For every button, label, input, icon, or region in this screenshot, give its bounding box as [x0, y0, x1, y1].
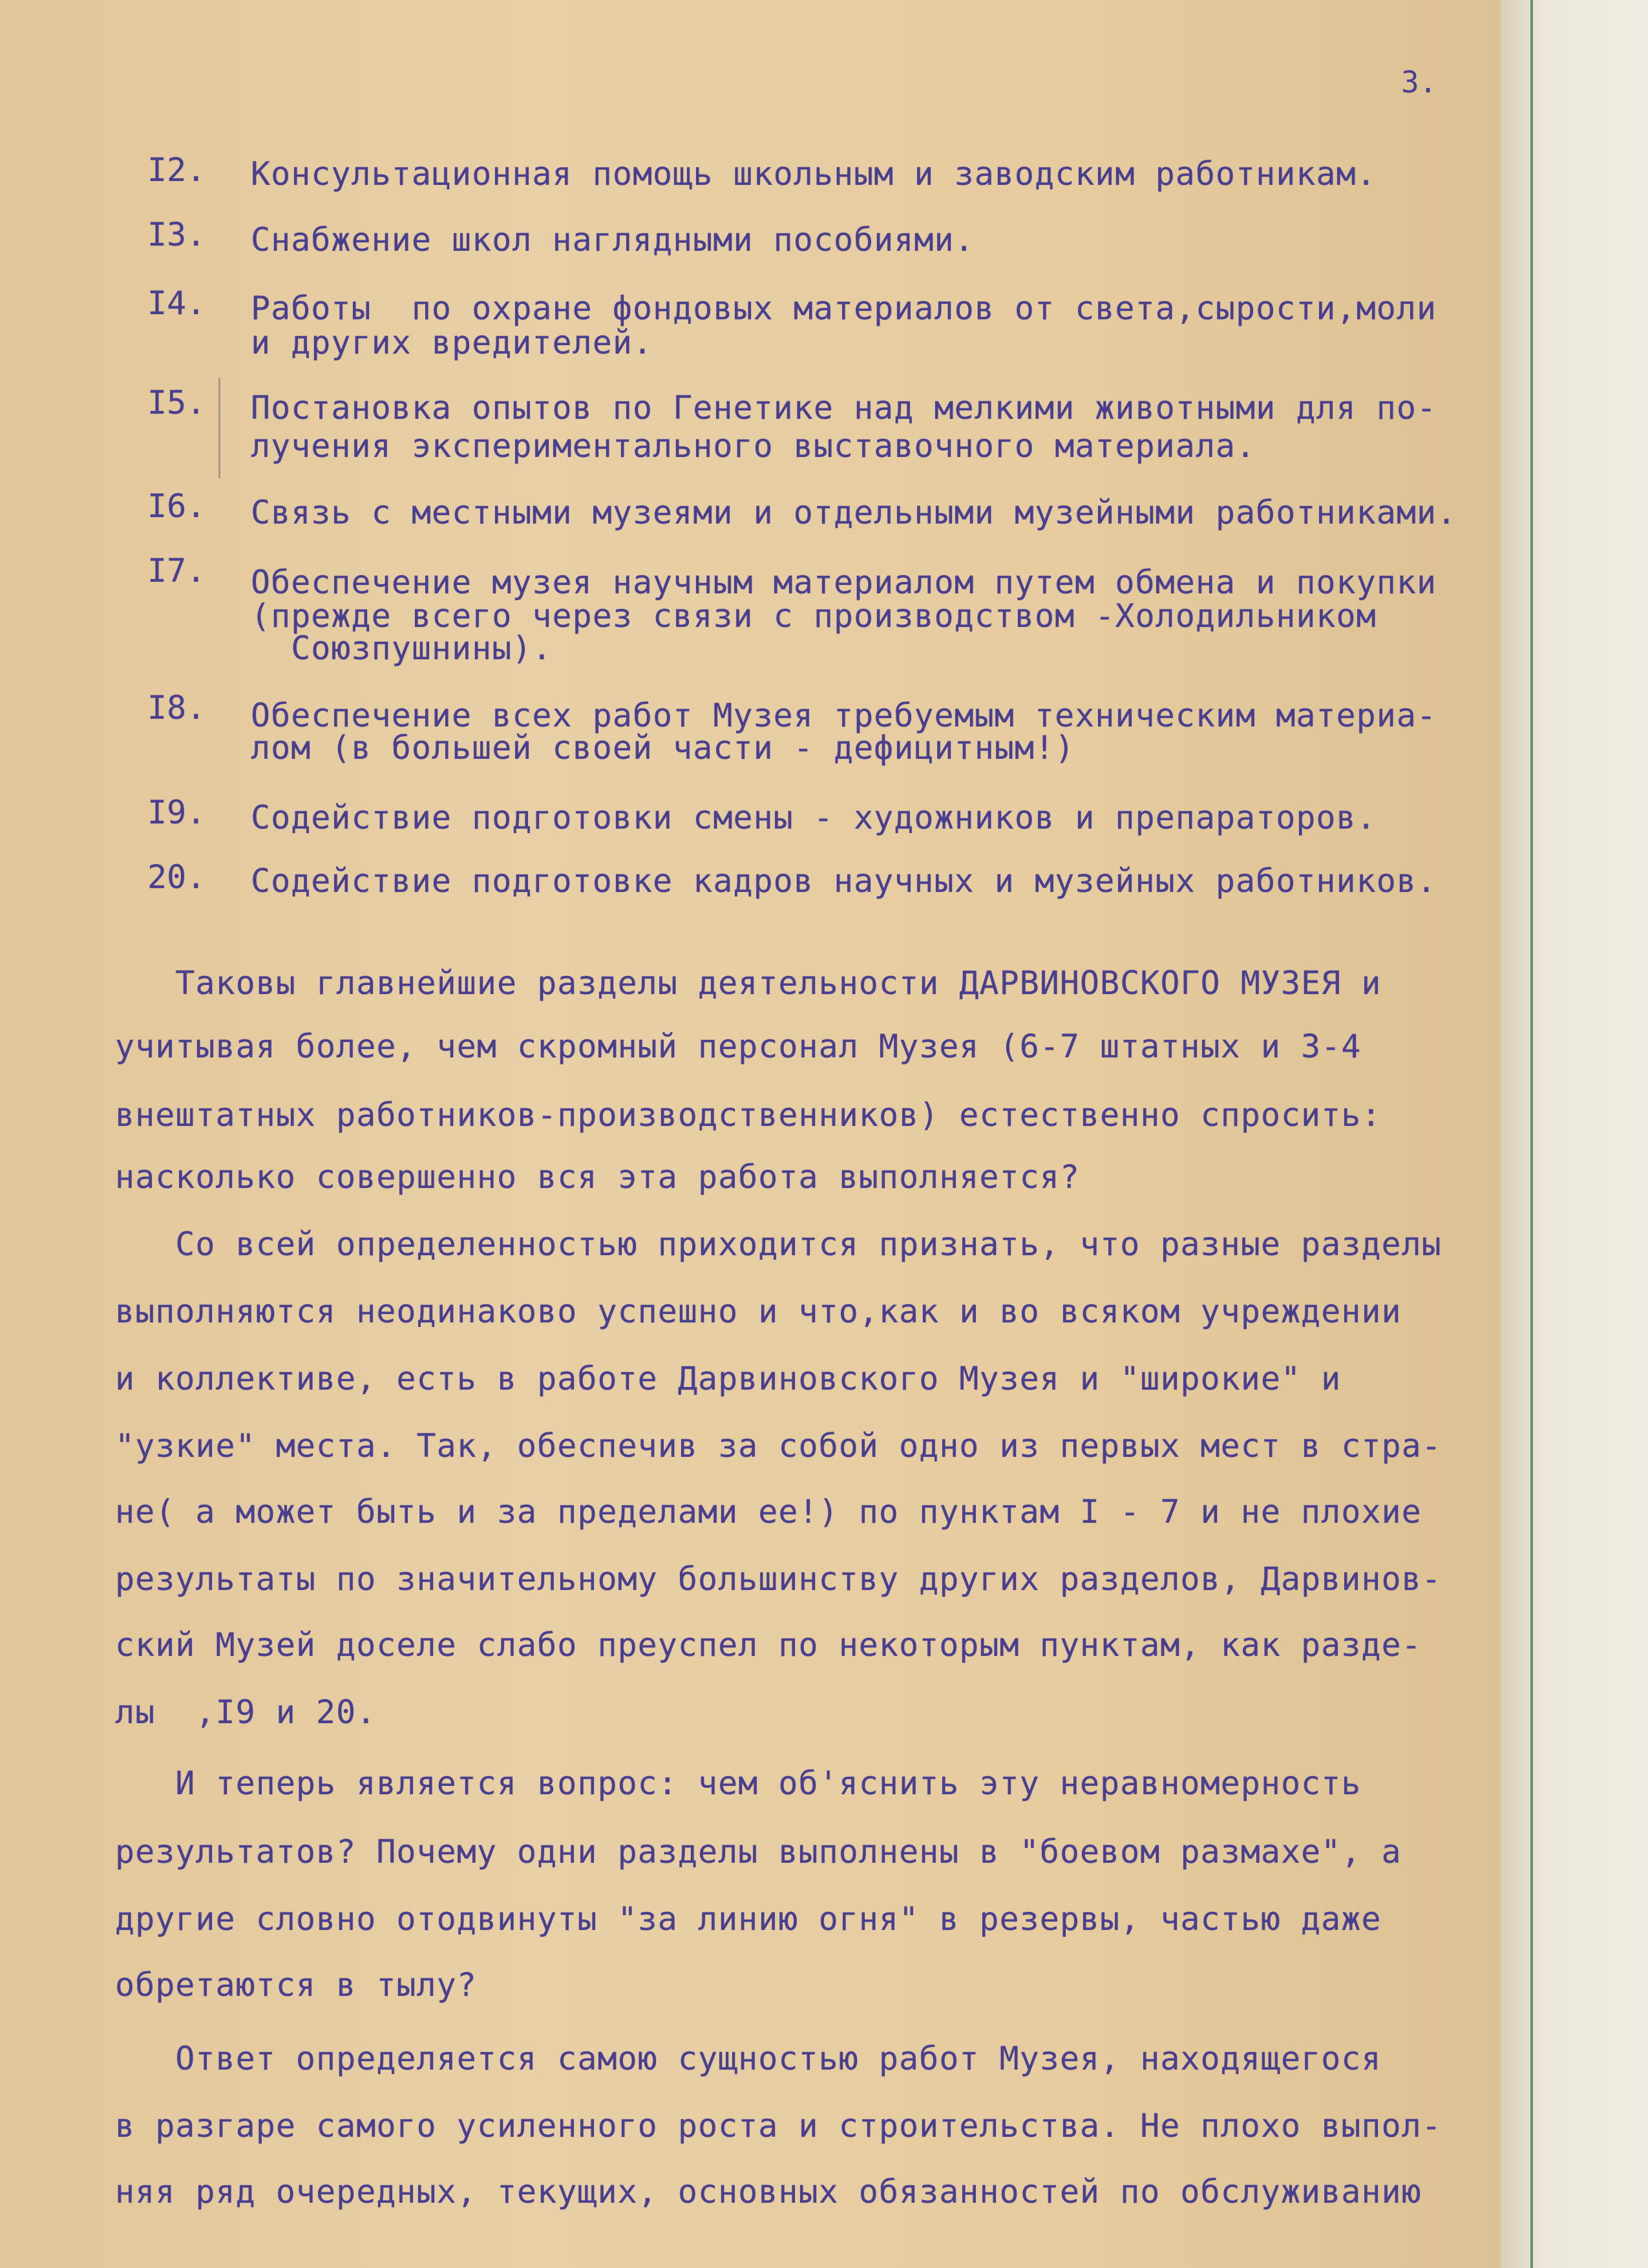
list-item-line: лучения экспериментального выставочного материала. [251, 427, 1256, 465]
paragraph-line: няя ряд очередных, текущих, основных обязанностей по обслуживанию [115, 2173, 1422, 2210]
paragraph-line: ский Музей доселе слабо преуспел по некоторым пунктам, как разде- [115, 1626, 1422, 1664]
list-item-line: Постановка опытов по Генетике над мелкими животными для по- [251, 389, 1437, 427]
list-item-number: I5. [147, 384, 206, 421]
paragraph-line: выполняются неодинаково успешно и что,как и во всяком учреждении [115, 1293, 1402, 1330]
paragraph-line: насколько совершенно вся эта работа выполняется? [115, 1158, 1080, 1196]
list-item-line: Снабжение школ наглядными пособиями. [251, 221, 975, 259]
paragraph-line: в разгаре самого усиленного роста и строительства. Не плохо выпол- [115, 2107, 1442, 2145]
paragraph-line: результаты по значительному большинству других разделов, Дарвинов- [115, 1560, 1442, 1598]
paragraph-line: лы ,I9 и 20. [115, 1693, 377, 1731]
paragraph-line: И теперь является вопрос: чем об'яснить эту неравномерность [115, 1765, 1362, 1802]
paragraph-line: другие словно отодвинуты "за линию огня" в резервы, частью даже [115, 1900, 1382, 1938]
list-item-line: Обеспечение музея научным материалом путем обмена и покупки [251, 564, 1437, 601]
page-number: 3. [1401, 65, 1437, 100]
list-item-line: и других вредителей. [251, 324, 653, 361]
pencil-margin-mark [218, 378, 220, 478]
paragraph-line: внештатных работников-производственников) естественно спросить: [115, 1096, 1382, 1134]
paragraph-line: Таковы главнейшие разделы деятельности ДАРВИНОВСКОГО МУЗЕЯ и [115, 964, 1382, 1002]
list-item-number: I7. [147, 552, 206, 589]
list-item-number: I8. [147, 689, 206, 726]
list-item-line: Связь с местными музеями и отдельными музейными работниками. [251, 494, 1457, 531]
list-item-line: Работы по охране фондовых материалов от света,сырости,моли [251, 290, 1437, 327]
list-item-line: Содействие подготовки смены - художников и препараторов. [251, 799, 1377, 836]
list-item-number: I2. [147, 151, 206, 189]
list-item-number: I3. [147, 216, 206, 253]
paragraph-line: и коллективе, есть в работе Дарвиновского Музея и "широкие" и [115, 1360, 1342, 1397]
list-item-line: лом (в большей своей части - дефицитным!) [251, 729, 1075, 767]
paragraph-line: учитывая более, чем скромный персонал Музея (6-7 штатных и 3-4 [115, 1028, 1362, 1065]
paragraph-line: не( а может быть и за пределами ее!) по пунктам I - 7 и не плохие [115, 1493, 1422, 1531]
paragraph-line: Ответ определяется самою сущностью работ Музея, находящегося [115, 2040, 1382, 2077]
paragraph-line: Со всей определенностью приходится признать, что разные разделы [115, 1225, 1442, 1263]
list-item-line: (прежде всего через связи с производством -Холодильником [251, 597, 1377, 635]
list-item-number: 20. [147, 858, 206, 896]
paragraph-line: результатов? Почему одни разделы выполнены в "боевом размахе", а [115, 1833, 1402, 1871]
paragraph-line: "узкие" места. Так, обеспечив за собой одно из первых мест в стра- [115, 1427, 1442, 1465]
paragraph-line: обретаются в тылу? [115, 1966, 477, 2004]
background-edge-line [1530, 0, 1533, 2268]
background-edge [1501, 0, 1648, 2268]
list-item-number: I6. [147, 487, 206, 525]
list-item-line: Обеспечение всех работ Музея требуемым техническим материа- [251, 697, 1437, 734]
list-item-line: Союзпушнины). [251, 630, 553, 667]
list-item-number: I9. [147, 794, 206, 831]
list-item-line: Консультационная помощь школьным и заводским работникам. [251, 155, 1377, 193]
list-item-line: Содействие подготовке кадров научных и музейных работников. [251, 862, 1437, 900]
list-item-number: I4. [147, 284, 206, 322]
